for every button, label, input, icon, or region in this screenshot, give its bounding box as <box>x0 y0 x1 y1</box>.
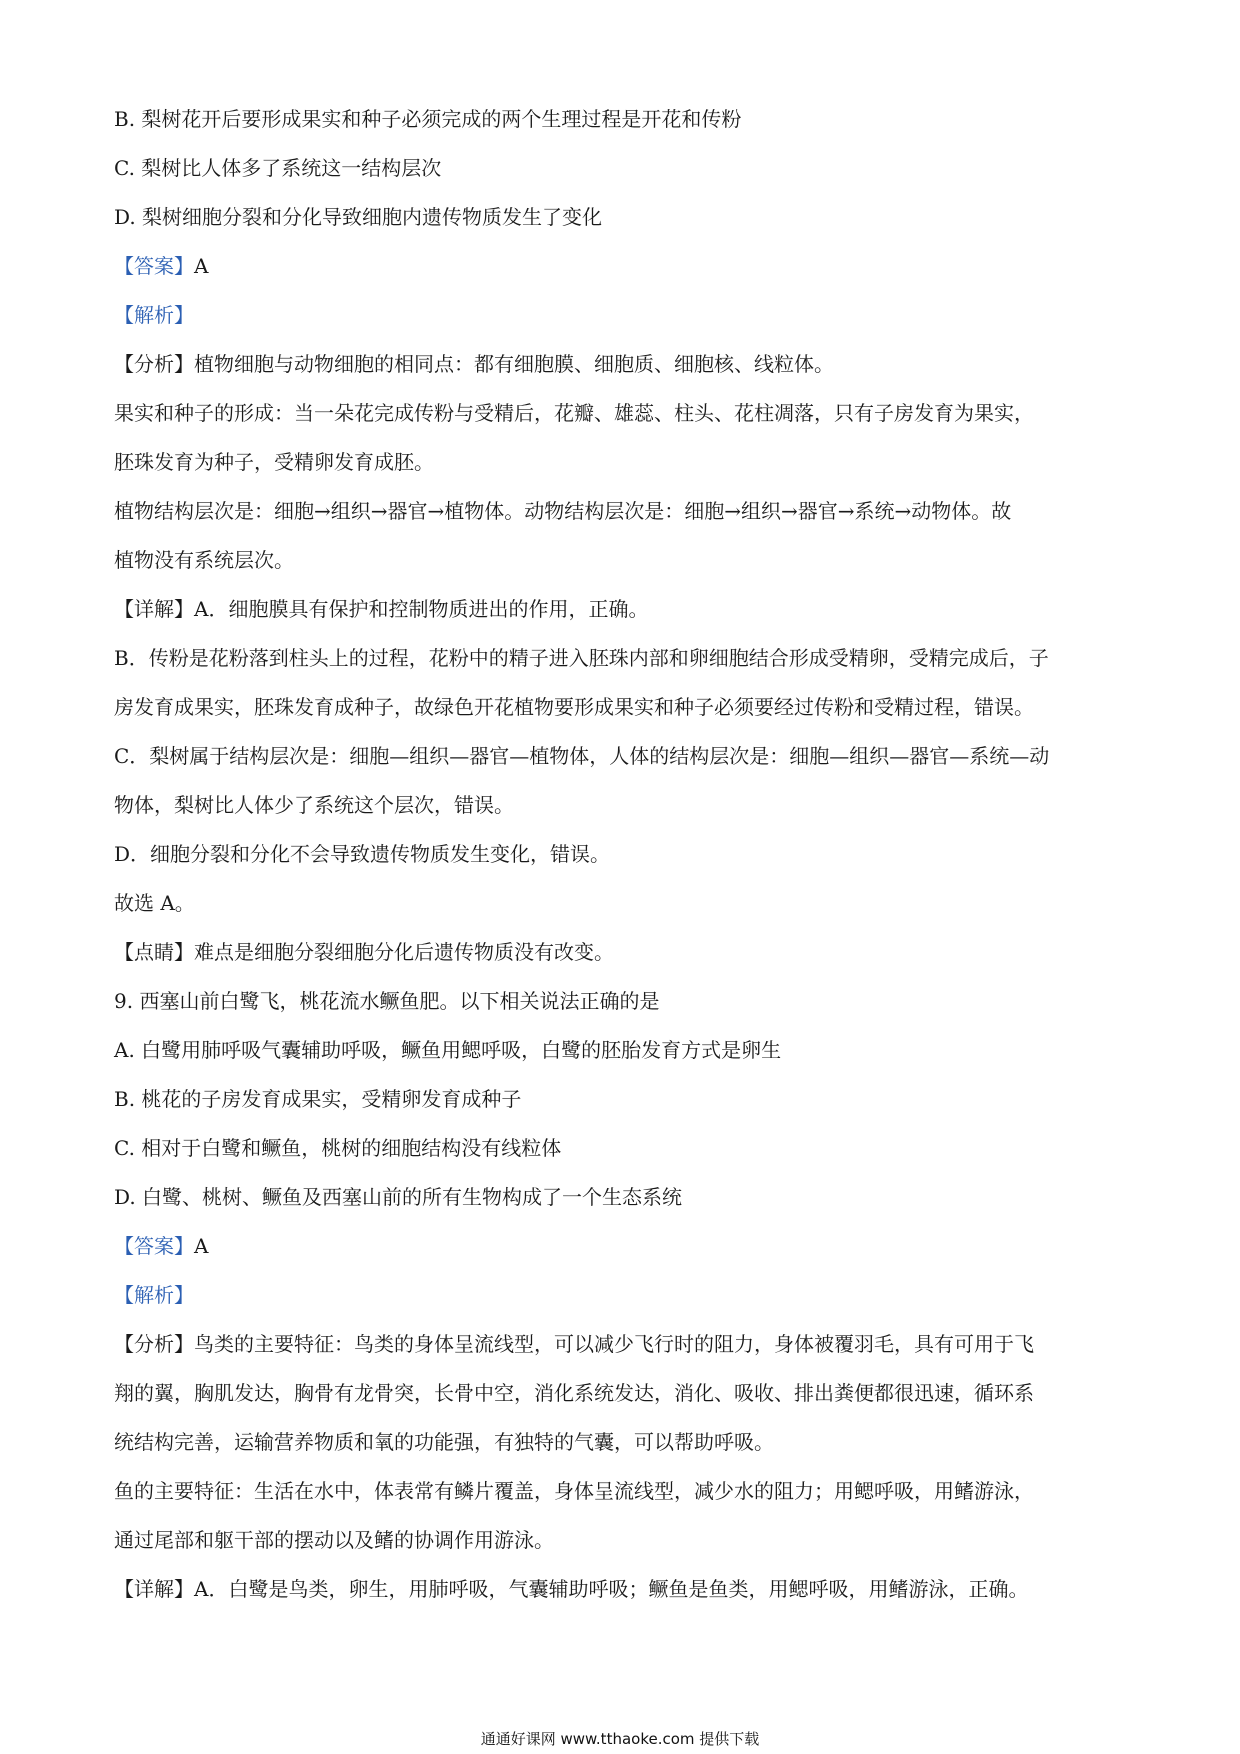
line-text: 9. 西塞山前白鹭飞，桃花流水鳜鱼肥。以下相关说法正确的是 <box>114 989 660 1013</box>
line-text: 【分析】鸟类的主要特征：鸟类的身体呈流线型，可以减少飞行时的阻力，身体被覆羽毛，具有可用于飞 <box>114 1332 1034 1356</box>
text-line <box>114 340 1134 389</box>
text-line <box>114 242 1134 291</box>
text-line <box>114 585 1134 634</box>
text-line <box>114 1173 1134 1222</box>
text-line <box>114 487 1134 536</box>
text-line <box>114 683 1134 732</box>
text-line <box>114 977 1134 1026</box>
section-label: 【解析】 <box>114 303 194 327</box>
line-text: C. 相对于白鹭和鳜鱼，桃树的细胞结构没有线粒体 <box>114 1136 562 1160</box>
text-line <box>114 95 1134 144</box>
line-text: 房发育成果实，胚珠发育成种子，故绿色开花植物要形成果实和种子必须要经过传粉和受精过程，错误。 <box>114 695 1034 719</box>
text-line <box>114 781 1134 830</box>
text-line <box>114 193 1134 242</box>
line-text: 通过尾部和躯干部的摆动以及鳍的协调作用游泳。 <box>114 1528 554 1552</box>
section-label: 【答案】 <box>114 1234 194 1258</box>
text-line <box>114 144 1134 193</box>
line-text: A <box>194 1234 209 1258</box>
line-text: 果实和种子的形成：当一朵花完成传粉与受精后，花瓣、雄蕊、柱头、花柱凋落，只有子房发育为果实， <box>114 401 1034 425</box>
text-line <box>114 1320 1134 1369</box>
line-text: C．梨树属于结构层次是：细胞—组织—器官—植物体，人体的结构层次是：细胞—组织—器官—系统—动 <box>114 744 1050 768</box>
text-line <box>114 1222 1134 1271</box>
line-text: D. 梨树细胞分裂和分化导致细胞内遗传物质发生了变化 <box>114 205 603 229</box>
line-text: B. 梨树花开后要形成果实和种子必须完成的两个生理过程是开花和传粉 <box>114 107 742 131</box>
document-body <box>114 95 1134 1614</box>
text-line <box>114 830 1134 879</box>
line-text: 植物结构层次是：细胞→组织→器官→植物体。动物结构层次是：细胞→组织→器官→系统→动物体。故 <box>114 499 1012 523</box>
line-text: A. 白鹭用肺呼吸气囊辅助呼吸，鳜鱼用鳃呼吸，白鹭的胚胎发育方式是卵生 <box>114 1038 782 1062</box>
text-line <box>114 389 1134 438</box>
page-footer: 通通好课网 www.tthaoke.com 提供下载 <box>480 1730 760 1748</box>
line-text: 统结构完善，运输营养物质和氧的功能强，有独特的气囊，可以帮助呼吸。 <box>114 1430 774 1454</box>
text-line <box>114 1418 1134 1467</box>
text-line <box>114 1026 1134 1075</box>
line-text: D. 白鹭、桃树、鳜鱼及西塞山前的所有生物构成了一个生态系统 <box>114 1185 683 1209</box>
text-line <box>114 928 1134 977</box>
text-line <box>114 1516 1134 1565</box>
text-line <box>114 1369 1134 1418</box>
text-line <box>114 1075 1134 1124</box>
text-line <box>114 879 1134 928</box>
text-line <box>114 1124 1134 1173</box>
line-text: 翔的翼，胸肌发达，胸骨有龙骨突，长骨中空，消化系统发达，消化、吸收、排出粪便都很迅速，循环系 <box>114 1381 1034 1405</box>
line-text: C. 梨树比人体多了系统这一结构层次 <box>114 156 442 180</box>
line-text: 【分析】植物细胞与动物细胞的相同点：都有细胞膜、细胞质、细胞核、线粒体。 <box>114 352 834 376</box>
line-text: 胚珠发育为种子，受精卵发育成胚。 <box>114 450 434 474</box>
line-text: 鱼的主要特征：生活在水中，体表常有鳞片覆盖，身体呈流线型，减少水的阻力；用鳃呼吸，用鳍游泳， <box>114 1479 1034 1503</box>
text-line <box>114 634 1134 683</box>
section-label: 【解析】 <box>114 1283 194 1307</box>
line-text: 【详解】A．白鹭是鸟类，卵生，用肺呼吸，气囊辅助呼吸；鳜鱼是鱼类，用鳃呼吸，用鳍游泳，正确。 <box>114 1577 1029 1601</box>
line-text: B. 桃花的子房发育成果实，受精卵发育成种子 <box>114 1087 522 1111</box>
text-line <box>114 291 1134 340</box>
section-label: 【答案】 <box>114 254 194 278</box>
line-text: 【点睛】难点是细胞分裂细胞分化后遗传物质没有改变。 <box>114 940 614 964</box>
text-line <box>114 536 1134 585</box>
line-text: D．细胞分裂和分化不会导致遗传物质发生变化，错误。 <box>114 842 611 866</box>
text-line <box>114 732 1134 781</box>
text-line <box>114 1271 1134 1320</box>
text-line <box>114 438 1134 487</box>
line-text: 故选 A。 <box>114 891 195 915</box>
line-text: 物体，梨树比人体少了系统这个层次，错误。 <box>114 793 514 817</box>
line-text: A <box>194 254 209 278</box>
line-text: B．传粉是花粉落到柱头上的过程，花粉中的精子进入胚珠内部和卵细胞结合形成受精卵，受精完成后，子 <box>114 646 1049 670</box>
line-text: 植物没有系统层次。 <box>114 548 294 572</box>
text-line <box>114 1467 1134 1516</box>
line-text: 【详解】A．细胞膜具有保护和控制物质进出的作用，正确。 <box>114 597 649 621</box>
text-line <box>114 1565 1134 1614</box>
